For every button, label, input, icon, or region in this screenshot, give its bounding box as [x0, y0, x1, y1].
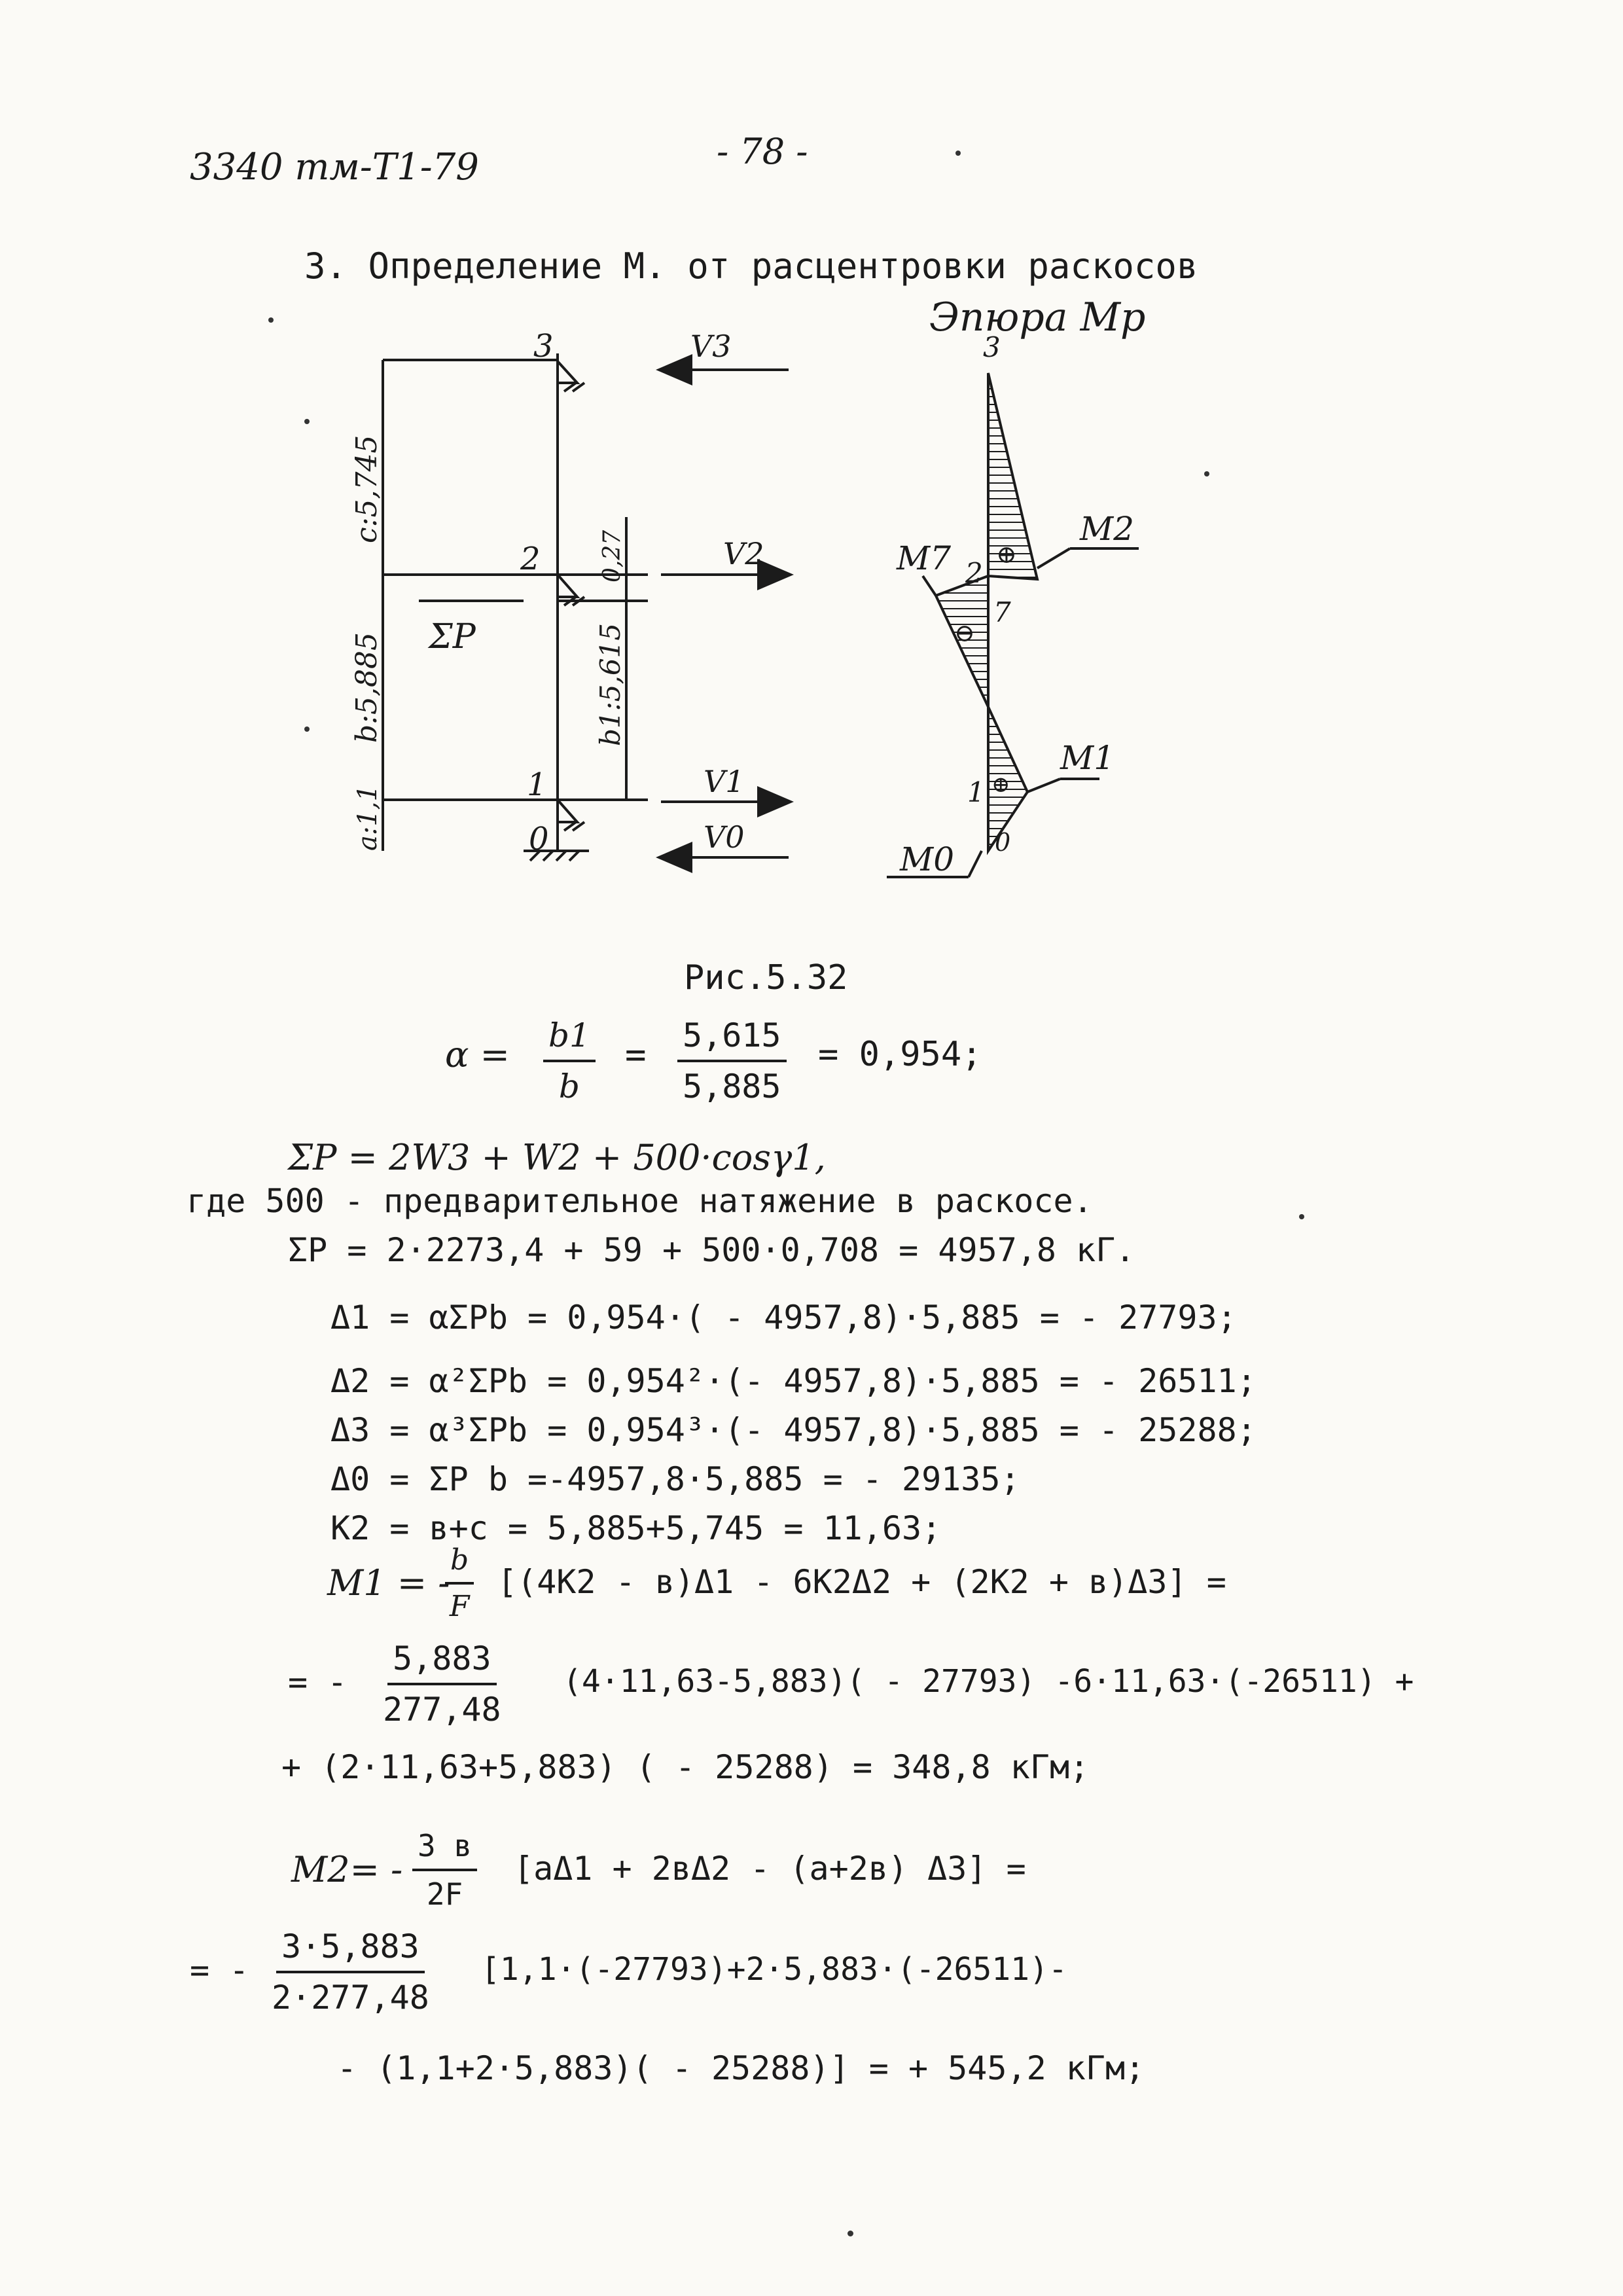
sum-p-label: ΣP [429, 617, 476, 656]
alpha-fraction-2 [677, 1016, 787, 1105]
m1-fraction [445, 1543, 474, 1623]
label-v1: V1 [704, 764, 745, 799]
m1-line2-body: (4·11,63-5,883)( - 27793) -6·11,63·(-26511) + [563, 1663, 1414, 1700]
epure-node-2: 2 [965, 557, 983, 589]
alpha-eq: = [625, 1034, 647, 1075]
m1-result: + (2·11,63+5,883) ( - 25288) = 348,8 кГм; [281, 1748, 1090, 1786]
support-2 [558, 575, 577, 597]
m2-fraction [412, 1828, 477, 1912]
alpha-frac1-den: b [558, 1067, 580, 1105]
dimension-b: b:5,885 [350, 632, 383, 743]
m1-line2-lhs: = - [288, 1663, 348, 1701]
m1-body: [(4K2 - в)Δ1 - 6K2Δ2 + (2K2 + в)Δ3] = [497, 1563, 1226, 1601]
dimension-small: 0,27 [599, 529, 626, 583]
scan-speck [304, 726, 310, 732]
delta-0: Δ0 = ΣP b =-4957,8·5,885 = - 29135; [330, 1460, 1020, 1498]
frame-node-3: 3 [533, 328, 554, 365]
m2-frac-den: 2F [426, 1876, 463, 1912]
epure-node-1: 1 [967, 776, 985, 808]
dimension-a: a:1,1 [353, 785, 383, 851]
delta-3: Δ3 = α³ΣPb = 0,954³·(- 4957,8)·5,885 = - 25288; [330, 1411, 1257, 1449]
m2-line2-num: 3·5,883 [276, 1928, 425, 1973]
scan-speck [1299, 1214, 1304, 1219]
scan-speck [847, 2231, 853, 2236]
m1-line2-den: 277,48 [383, 1691, 501, 1729]
m2-body: [aΔ1 + 2вΔ2 - (a+2в) Δ3] = [514, 1850, 1026, 1888]
epure-sign-plus-lower: ⊕ [991, 772, 1010, 798]
dimension-c: c:5,745 [350, 435, 383, 543]
m1-line2-fraction [383, 1640, 501, 1729]
page-number: - 78 - [717, 131, 808, 172]
scan-speck [1204, 471, 1209, 476]
document-code: 3340 тм-Т1-79 [190, 146, 479, 188]
delta-2: Δ2 = α²ΣPb = 0,954²·(- 4957,8)·5,885 = - 26511; [330, 1362, 1257, 1400]
scan-speck [955, 151, 961, 156]
frame-node-1: 1 [527, 766, 547, 803]
sum-p-formula: ΣP = 2W3 + W2 + 500·cosγ1, [288, 1137, 826, 1178]
epure-title: Эпюра Мр [929, 295, 1146, 340]
epure-label-m1: M1 [1060, 739, 1115, 777]
alpha-frac2-num: 5,615 [677, 1016, 787, 1062]
frame-node-2: 2 [520, 541, 541, 577]
m1-lhs: M1 = - [327, 1562, 450, 1604]
epure-node-7: 7 [993, 596, 1011, 628]
epure-sign-minus: ⊖ [954, 619, 975, 647]
label-v0: V0 [704, 819, 745, 855]
support-3 [558, 361, 577, 383]
alpha-fraction-1 [543, 1016, 596, 1105]
k2-value: K2 = в+с = 5,885+5,745 = 11,63; [330, 1509, 942, 1547]
m2-result: - (1,1+2·5,883)( - 25288)] = + 545,2 кГм; [337, 2049, 1145, 2087]
support-1 [558, 800, 577, 822]
m1-line2-num: 5,883 [387, 1640, 497, 1685]
epure-node-0: 0 [995, 828, 1011, 857]
moment-epure [887, 373, 1139, 877]
m2-frac-num: 3 в [412, 1828, 477, 1871]
epure-node-3: 3 [983, 331, 1001, 363]
alpha-lhs: α = [445, 1034, 510, 1075]
label-v2: V2 [723, 536, 764, 571]
frame-node-0: 0 [529, 821, 549, 857]
figure-caption: Рис.5.32 [684, 958, 848, 997]
alpha-frac1-num: b1 [543, 1016, 596, 1062]
alpha-rhs: = 0,954; [818, 1035, 982, 1074]
label-v3: V3 [690, 329, 732, 364]
m2-line2-fraction [272, 1928, 429, 2017]
epure-label-m2: M2 [1080, 510, 1135, 548]
m1-frac-den: F [449, 1590, 470, 1623]
m2-line2-body: [1,1·(-27793)+2·5,883·(-26511)- [481, 1951, 1067, 1988]
scan-speck [304, 419, 310, 424]
m2-line2-lhs: = - [190, 1951, 249, 1989]
epure-label-m7: M7 [897, 539, 952, 577]
delta-1: Δ1 = αΣPb = 0,954·( - 4957,8)·5,885 = - 27793; [330, 1299, 1237, 1336]
epure-sign-plus-upper: ⊕ [996, 540, 1017, 569]
m1-frac-num: b [445, 1543, 474, 1585]
dimension-b1: b1:5,615 [594, 623, 626, 746]
m2-lhs: M2= - [291, 1849, 403, 1890]
m2-line2-den: 2·277,48 [272, 1979, 429, 2017]
scan-speck [268, 317, 274, 323]
tension-note: где 500 - предварительное натяжение в раскосе. [187, 1182, 1093, 1220]
epure-label-m0: M0 [900, 840, 955, 878]
section-title: 3. Определение М. от расцентровки раскосов [304, 245, 1198, 287]
sum-p-value: ΣP = 2·2273,4 + 59 + 500·0,708 = 4957,8 кГ. [288, 1231, 1135, 1269]
alpha-frac2-den: 5,885 [683, 1067, 781, 1105]
